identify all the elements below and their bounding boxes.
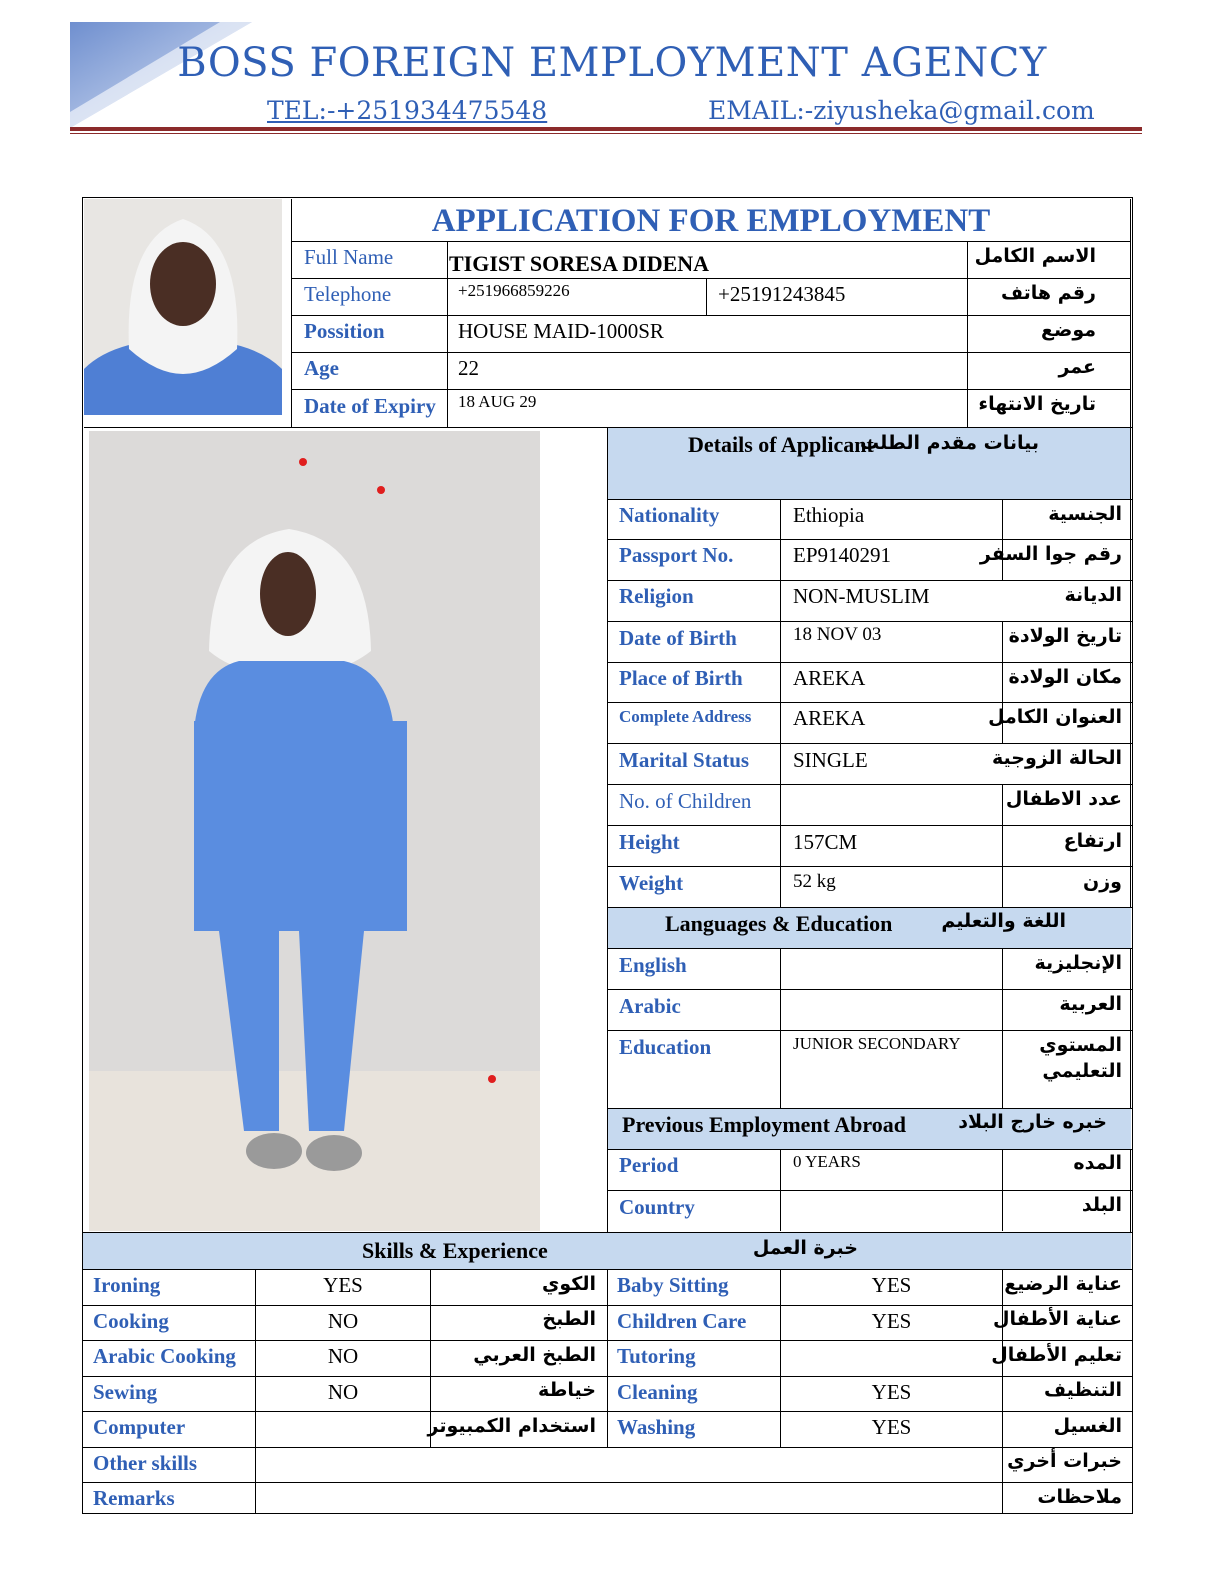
age-value: 22 [458, 356, 479, 380]
full-name-label: Full Name [304, 245, 394, 269]
skill-computer-arabic: استخدام الكمبيوتر [427, 1415, 596, 1437]
age-label: Age [304, 356, 339, 380]
country-arabic: البلد [1081, 1194, 1122, 1216]
religion-arabic: الديانة [1064, 584, 1122, 606]
children-arabic: عدد الاطفال [1005, 788, 1122, 810]
education-label: Education [619, 1035, 712, 1059]
skill-cooking-value: NO [327, 1309, 359, 1333]
height-label: Height [619, 830, 680, 854]
skill-washing-arabic: الغسيل [1053, 1415, 1122, 1437]
period-label: Period [619, 1153, 679, 1177]
details-heading-arabic: بيانات مقدم الطلب [860, 432, 1039, 454]
header-divider [70, 127, 1142, 131]
agency-telephone[interactable]: TEL:-+251934475548 [267, 96, 548, 125]
skill-cooking-arabic: الطبخ [542, 1308, 596, 1330]
education-arabic: المستوي [1039, 1034, 1122, 1056]
skill-ironing-arabic: الكوي [541, 1273, 596, 1295]
marital-status-value: SINGLE [793, 748, 868, 772]
full-name-value: TIGIST SORESA DIDENA [449, 251, 710, 276]
education-value: JUNIOR SECONDARY [793, 1034, 961, 1053]
languages-heading: Languages & Education [665, 911, 893, 936]
skill-ironing-label: Ironing [93, 1273, 161, 1297]
position-label: Possition [304, 319, 385, 343]
children-label: No. of Children [619, 789, 752, 813]
skill-baby-sitting-arabic: عناية الرضيع [1004, 1273, 1122, 1295]
skill-children-care-label: Children Care [617, 1309, 747, 1333]
position-value: HOUSE MAID-1000SR [458, 319, 664, 343]
form-title: APPLICATION FOR EMPLOYMENT [431, 203, 991, 239]
telephone-label: Telephone [304, 282, 392, 306]
period-arabic: المده [1073, 1152, 1122, 1174]
nationality-label: Nationality [619, 503, 720, 527]
telephone-arabic: رقم هاتف [1001, 282, 1096, 304]
english-label: English [619, 953, 687, 977]
place-of-birth-arabic: مكان الولادة [1008, 666, 1122, 688]
skill-arabic-cooking-label: Arabic Cooking [93, 1344, 236, 1368]
remarks-arabic: ملاحظات [1037, 1486, 1122, 1508]
skill-washing-value: YES [871, 1415, 912, 1439]
skill-tutoring-label: Tutoring [617, 1344, 696, 1368]
expiry-arabic: تاريخ الانتهاء [978, 393, 1096, 415]
dob-value: 18 NOV 03 [793, 624, 882, 645]
skill-arabic-cooking-arabic: الطبخ العربي [473, 1344, 596, 1366]
place-of-birth-label: Place of Birth [619, 666, 743, 690]
weight-arabic: وزن [1083, 871, 1122, 893]
height-value: 157CM [793, 830, 858, 854]
telephone-value-1: +251966859226 [458, 281, 570, 300]
skill-cleaning-label: Cleaning [617, 1380, 698, 1404]
arabic-label: Arabic [619, 994, 681, 1018]
skill-children-care-value: YES [871, 1309, 912, 1333]
skills-heading: Skills & Experience [362, 1238, 548, 1263]
skill-arabic-cooking-value: NO [327, 1344, 359, 1368]
skills-heading-band [83, 1233, 1131, 1269]
period-value: 0 YEARS [793, 1152, 861, 1171]
applicant-full-body-photo [89, 431, 540, 1231]
position-arabic: موضع [1040, 319, 1096, 341]
languages-heading-arabic: اللغة والتعليم [941, 910, 1066, 932]
full-name-arabic: الاسم الكامل [974, 245, 1096, 267]
skill-ironing-value: YES [323, 1273, 363, 1297]
religion-label: Religion [619, 584, 694, 608]
religion-value: NON-MUSLIM [793, 584, 930, 608]
skill-sewing-value: NO [327, 1380, 359, 1404]
details-heading: Details of Applicant [688, 432, 874, 457]
applicant-portrait-photo [84, 199, 282, 415]
telephone-value-2: +25191243845 [718, 282, 846, 306]
skill-sewing-arabic: خياطة [537, 1379, 596, 1401]
skill-children-care-arabic: عناية الأطفال [993, 1308, 1122, 1330]
skill-cooking-label: Cooking [93, 1309, 169, 1333]
dob-label: Date of Birth [619, 626, 737, 650]
arabic-arabic: العربية [1059, 993, 1122, 1015]
remarks-label: Remarks [93, 1486, 175, 1510]
nationality-arabic: الجنسية [1048, 503, 1122, 525]
marital-status-arabic: الحالة الزوجية [992, 747, 1122, 769]
skill-sewing-label: Sewing [93, 1380, 158, 1404]
place-of-birth-value: AREKA [793, 666, 866, 690]
skill-baby-sitting-label: Baby Sitting [617, 1273, 729, 1297]
other-skills-label: Other skills [93, 1451, 198, 1475]
address-arabic: العنوان الكامل [988, 706, 1122, 728]
other-skills-arabic: خبرات أخري [1007, 1450, 1122, 1472]
dob-arabic: تاريخ الولادة [1008, 625, 1122, 647]
weight-value: 52 kg [793, 871, 836, 892]
skill-cleaning-arabic: التنظيف [1043, 1379, 1122, 1401]
skills-heading-arabic: خبرة العمل [752, 1237, 858, 1259]
agency-email[interactable]: EMAIL:-ziyusheka@gmail.com [708, 96, 1095, 125]
passport-value: EP9140291 [793, 543, 892, 567]
skill-washing-label: Washing [617, 1415, 696, 1439]
header-divider-thin [70, 133, 1142, 134]
country-label: Country [619, 1195, 695, 1219]
expiry-label: Date of Expiry [304, 394, 436, 418]
passport-arabic: رقم جوا السفر [979, 543, 1122, 565]
expiry-value: 18 AUG 29 [458, 392, 537, 411]
address-label: Complete Address [619, 707, 752, 726]
previous-heading: Previous Employment Abroad [622, 1112, 906, 1137]
address-value: AREKA [793, 706, 866, 730]
age-arabic: عمر [1058, 356, 1096, 378]
weight-label: Weight [619, 871, 684, 895]
skill-computer-label: Computer [93, 1415, 186, 1439]
agency-name: BOSS FOREIGN EMPLOYMENT AGENCY [177, 40, 1047, 86]
skill-baby-sitting-value: YES [871, 1273, 912, 1297]
marital-status-label: Marital Status [619, 748, 750, 772]
height-arabic: ارتفاع [1063, 830, 1122, 852]
skill-cleaning-value: YES [871, 1380, 912, 1404]
nationality-value: Ethiopia [793, 503, 865, 527]
passport-label: Passport No. [619, 543, 734, 567]
education-arabic-2: التعليمي [1042, 1060, 1122, 1082]
english-arabic: الإنجليزية [1034, 952, 1122, 974]
skill-tutoring-arabic: تعليم الأطفال [991, 1344, 1122, 1366]
previous-heading-arabic: خبره خارج البلاد [958, 1111, 1107, 1133]
